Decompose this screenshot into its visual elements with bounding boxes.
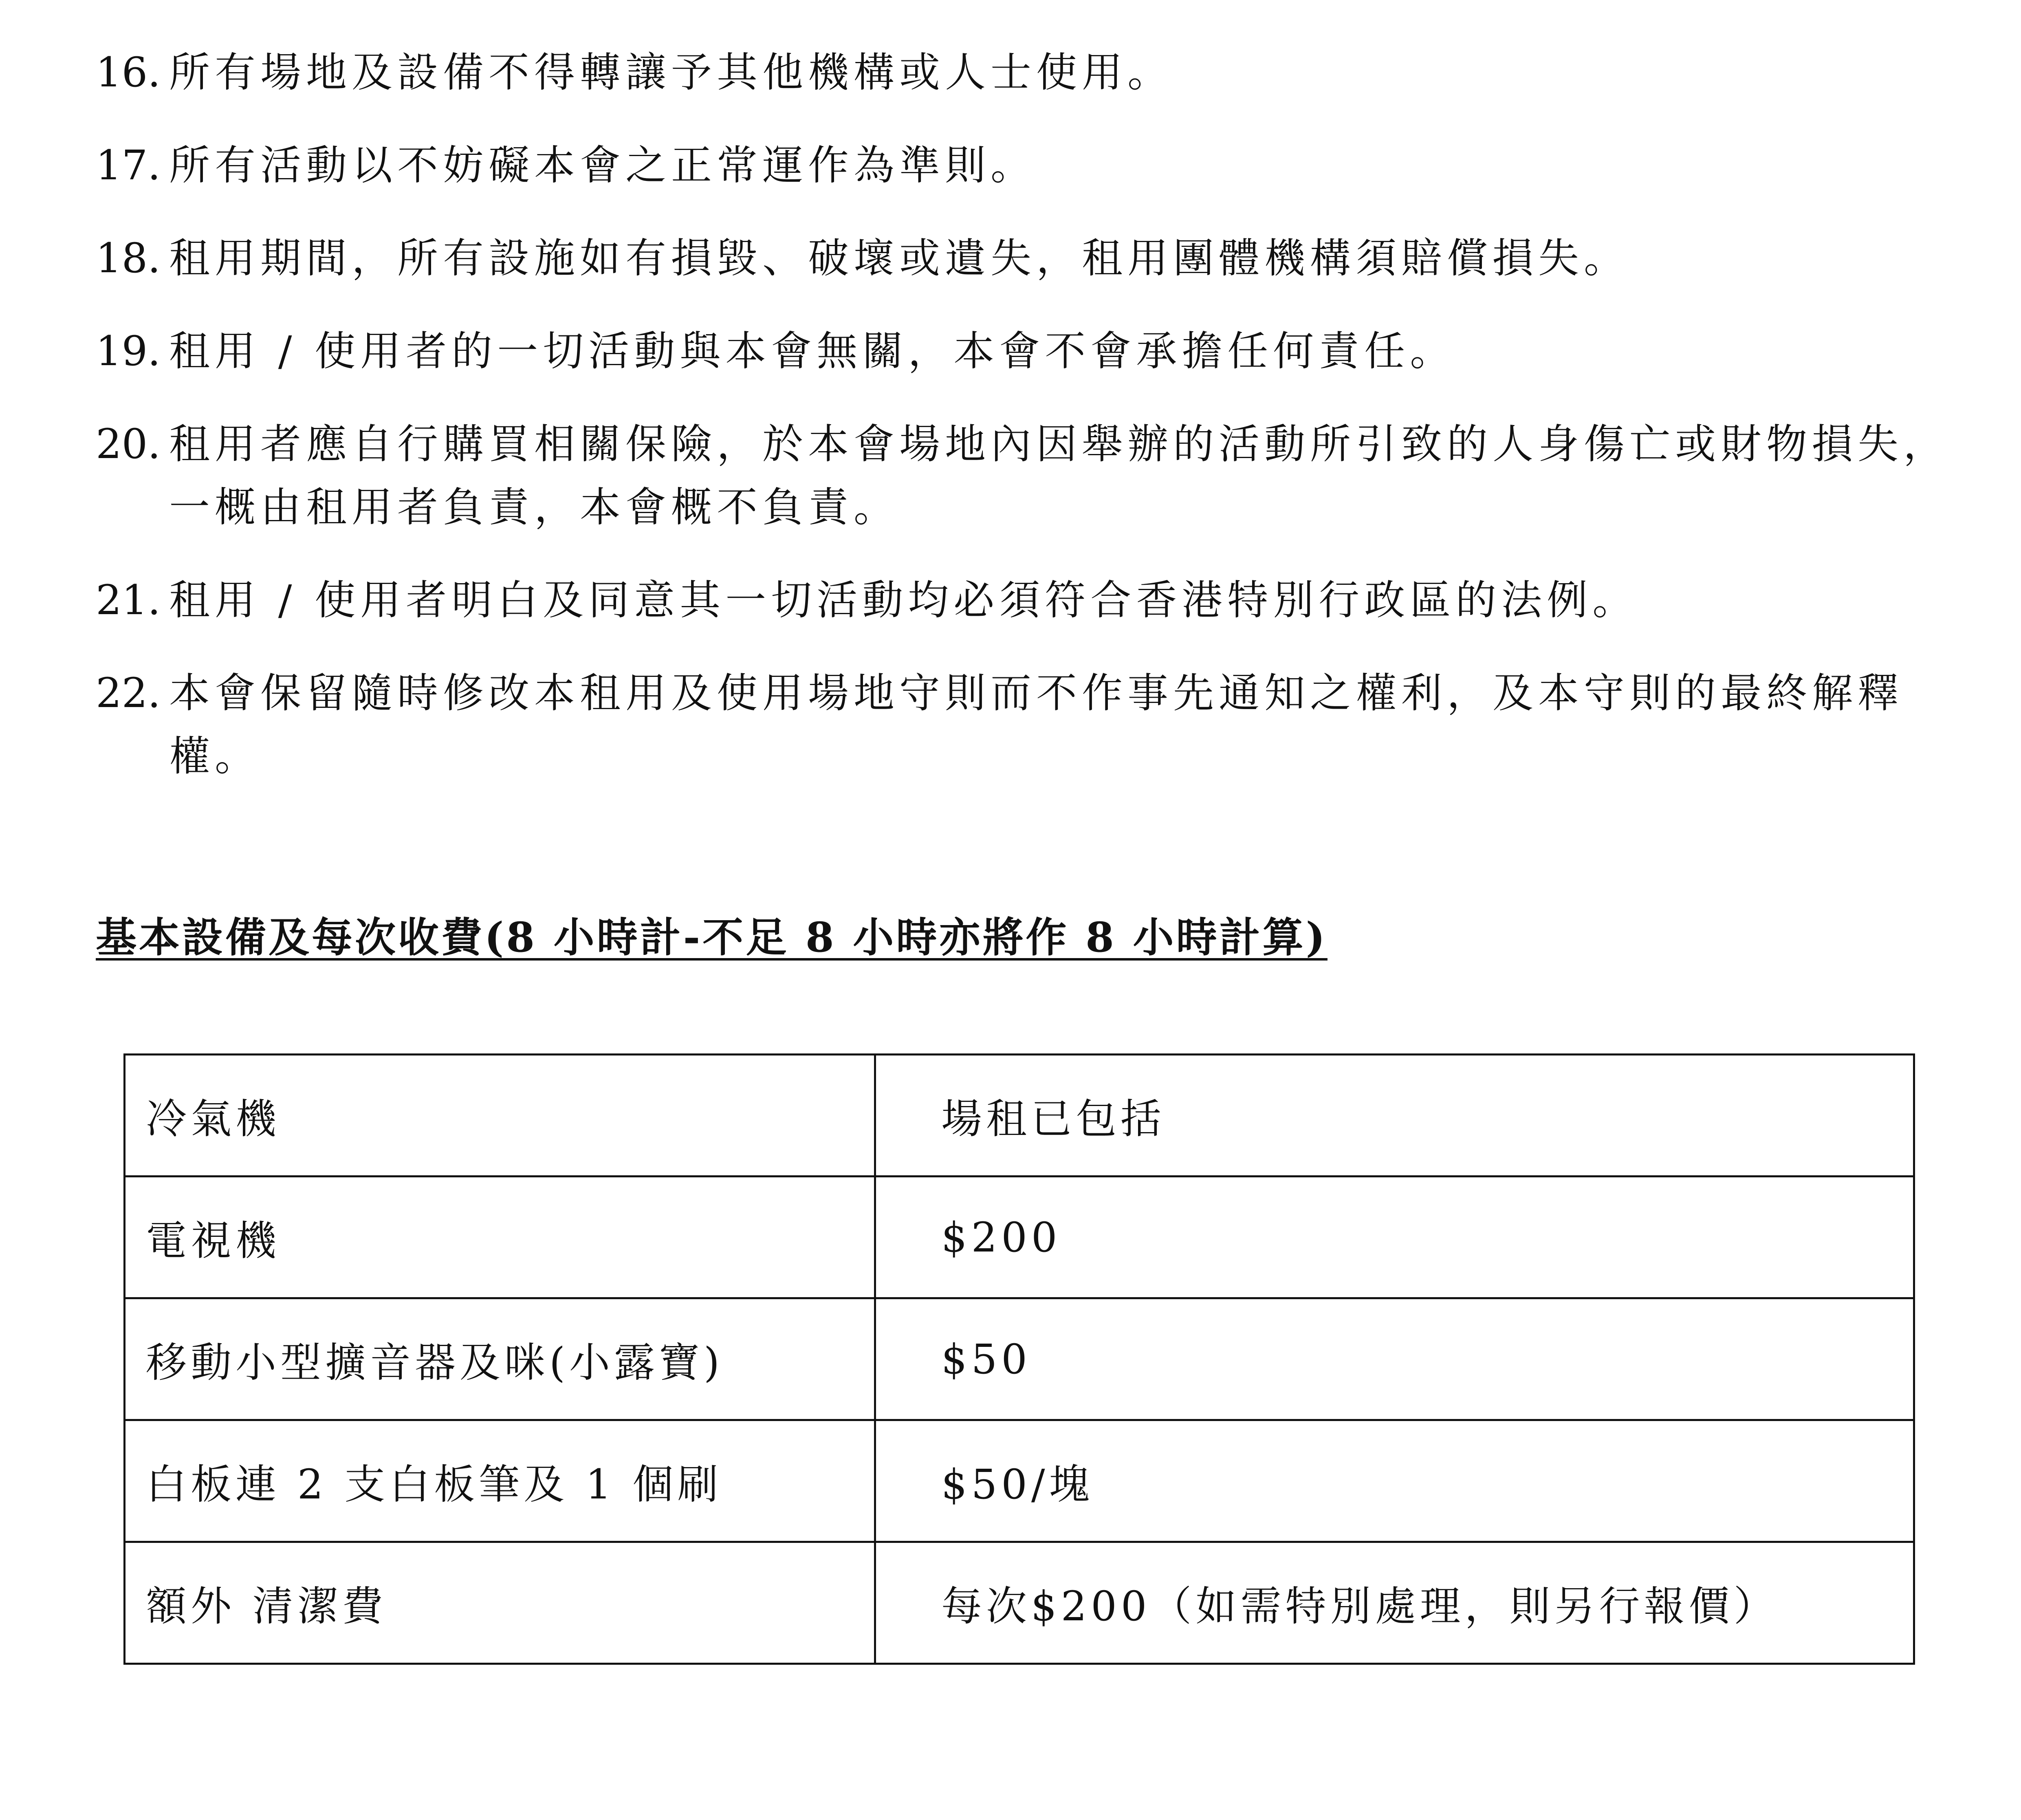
- item-cell: 冷氣機: [125, 1055, 875, 1177]
- rule-item-19: [96, 319, 2011, 383]
- table-row: [125, 1542, 1914, 1664]
- rule-text: 租用 / 使用者明白及同意其一切活動均必須符合香港特別行政區的法例。: [169, 576, 1638, 624]
- rules-list: [96, 41, 2011, 817]
- rule-number: 18.: [96, 234, 161, 282]
- item-cell: 電視機: [125, 1177, 875, 1298]
- rule-text: 所有活動以不妨礙本會之正常運作為準則。: [169, 141, 1036, 189]
- rule-number: 16.: [96, 48, 161, 96]
- rule-number: 19.: [96, 327, 161, 375]
- price-cell: 場租已包括: [875, 1055, 1914, 1177]
- rule-item-16: [96, 41, 2011, 104]
- fee-table: [123, 1053, 1915, 1665]
- rule-text-line-1: 租用者應自行購買相關保險，於本會場地內因舉辦的活動所引致的人身傷亡或財物損失，: [169, 420, 1949, 468]
- table-row: [125, 1420, 1914, 1542]
- rule-number: 22.: [96, 669, 161, 717]
- rule-number: 20.: [96, 420, 161, 468]
- item-cell: 移動小型擴音器及咪(小露寶): [125, 1298, 875, 1420]
- price-cell: $50/塊: [875, 1420, 1914, 1542]
- rule-text: 所有場地及設備不得轉讓予其他機構或人士使用。: [169, 48, 1173, 96]
- item-cell: 額外 清潔費: [125, 1542, 875, 1664]
- rule-item-18: [96, 227, 2011, 290]
- price-cell: $200: [875, 1177, 1914, 1298]
- section-heading: 基本設備及每次收費(8 小時計-不足 8 小時亦將作 8 小時計算): [96, 913, 1328, 961]
- table-row: [125, 1298, 1914, 1420]
- rule-text: 租用 / 使用者的一切活動與本會無關，本會不會承擔任何責任。: [169, 327, 1456, 375]
- rule-item-22: [96, 661, 2011, 788]
- rule-number: 21.: [96, 576, 161, 624]
- table-row: [125, 1177, 1914, 1298]
- rule-text-line-2: 權。: [169, 732, 260, 780]
- price-cell: $50: [875, 1298, 1914, 1420]
- rule-text-line-1: 本會保留隨時修改本租用及使用場地守則而不作事先通知之權利，及本守則的最終解釋: [169, 669, 1903, 717]
- rule-text: 租用期間，所有設施如有損毀、破壞或遺失，租用團體機構須賠償損失。: [169, 234, 1629, 282]
- rule-item-17: [96, 134, 2011, 197]
- rule-text-line-2: 一概由租用者負責，本會概不負責。: [169, 483, 899, 531]
- table-row: [125, 1055, 1914, 1177]
- rule-number: 17.: [96, 141, 161, 189]
- rule-item-20: [96, 412, 2011, 539]
- rule-item-21: [96, 568, 2011, 632]
- price-cell: 每次$200（如需特別處理，則另行報價）: [875, 1542, 1914, 1664]
- item-cell: 白板連 2 支白板筆及 1 個刷: [125, 1420, 875, 1542]
